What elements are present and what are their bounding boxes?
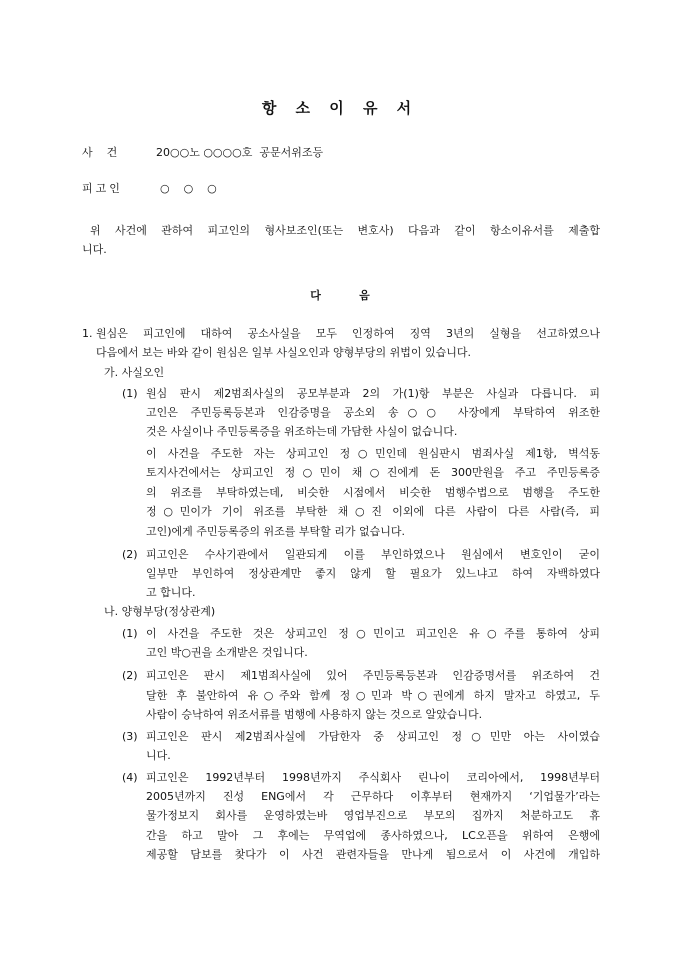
point-line: 원심은 피고인에 대하여 공소사실을 모두 인정하여 징역 3년의 실형을 선고하였으나 — [96, 327, 600, 340]
item-line: 2005년까지 진성 ENG에서 각 근무하다 이후부터 현재까지 ‘기업물가’라는 — [146, 790, 600, 803]
item-number: (4) — [122, 771, 138, 784]
case-label: 사 건 — [82, 146, 118, 159]
item-line: 간을 하고 말아 그 후에는 무역업에 종사하였으나, LC오픈을 위하여 은행에 — [146, 829, 600, 842]
item-line: 원심 판시 제2범죄사실의 공모부분과 2의 가(1)항 부분은 사실과 다릅니다. 피 — [146, 387, 600, 400]
item-line: 피고인은 수사기관에서 일관되게 이를 부인하였으나 원심에서 변호인이 굳이 — [146, 548, 600, 561]
intro-line: 니다. — [82, 243, 107, 256]
point-number: 1. — [82, 327, 93, 340]
subsection-heading: 나. 양형부당(정상관계) — [104, 605, 216, 618]
item-number: (2) — [122, 548, 138, 561]
item-line: 의 위조를 부탁하였는데, 비슷한 시점에서 비슷한 범행수법으로 범행을 주도한 — [146, 486, 600, 499]
item-line: 일부만 부인하여 정상관계만 좋지 않게 할 필요가 있느냐고 하여 자백하였다 — [146, 567, 600, 580]
item-number: (2) — [122, 669, 138, 682]
defendant-label: 피고인 — [82, 182, 123, 195]
item-number: (1) — [122, 627, 138, 640]
item-line: 것은 사실이나 주민등록증을 위조하는데 가담한 사실이 없습니다. — [146, 425, 458, 438]
item-line: 토지사건에서는 상피고인 정○민이 채○진에게 돈 300만원을 주고 주민등록증 — [146, 466, 600, 479]
item-line: 달한 후 불안하여 유○주와 함께 정○민과 박○권에게 하지 말자고 하였고, 두 — [146, 689, 600, 702]
defendant-value: ○ ○ ○ — [160, 182, 217, 195]
item-line: 피고인은 1992년부터 1998년까지 주식회사 린나이 코리아에서, 1998년부터 — [146, 771, 600, 784]
item-line: 고인)에게 주민등록증의 위조를 부탁할 리가 없습니다. — [146, 525, 406, 538]
item-line: 피고인은 판시 제1범죄사실에 있어 주민등록등본과 인감증명서를 위조하여 건 — [146, 669, 600, 682]
subsection-heading: 가. 사실오인 — [104, 366, 165, 379]
item-line: 정○민이가 기이 위조를 부탁한 채○진 이외에 다른 사람이 다른 사람(즉, 피 — [146, 505, 600, 518]
section-heading: 다 음 — [310, 289, 370, 302]
item-line: 이 사건을 주도한 것은 상피고인 정○민이고 피고인은 유○주를 통하여 상피 — [146, 627, 600, 640]
case-value: 20○○노 ○○○○호 공문서위조등 — [156, 146, 324, 159]
item-line: 니다. — [146, 749, 171, 762]
item-line: 고인은 주민등록등본과 인감증명을 공소외 송○○ 사장에게 부탁하여 위조한 — [146, 406, 600, 419]
document-title: 항 소 이 유 서 — [261, 99, 419, 117]
item-line: 이 사건을 주도한 자는 상피고인 정○민인데 원심판시 범죄사실 제1항, 벽석동 — [146, 447, 600, 460]
item-line: 고인 박○권을 소개받은 것입니다. — [146, 646, 308, 659]
item-number: (1) — [122, 387, 138, 400]
point-line: 다음에서 보는 바와 같이 원심은 일부 사실오인과 양형부당의 위법이 있습니다. — [96, 346, 471, 359]
item-line: 물가정보지 회사를 운영하였는바 영업부진으로 부모의 집까지 처분하고도 휴 — [146, 809, 600, 822]
item-line: 사람이 승낙하여 위조서류를 범행에 사용하지 않는 것으로 알았습니다. — [146, 708, 483, 721]
intro-line: 위 사건에 관하여 피고인의 형사보조인(또는 변호사) 다음과 같이 항소이유서를 제출합 — [90, 224, 600, 237]
item-line: 고 합니다. — [146, 586, 196, 599]
item-number: (3) — [122, 730, 138, 743]
item-line: 피고인은 판시 제2범죄사실에 가담한자 중 상피고인 정○민만 아는 사이였습 — [146, 730, 600, 743]
item-line: 제공할 담보를 찾다가 이 사건 관련자들을 만나게 됨으로서 이 사건에 개입하 — [146, 848, 600, 861]
